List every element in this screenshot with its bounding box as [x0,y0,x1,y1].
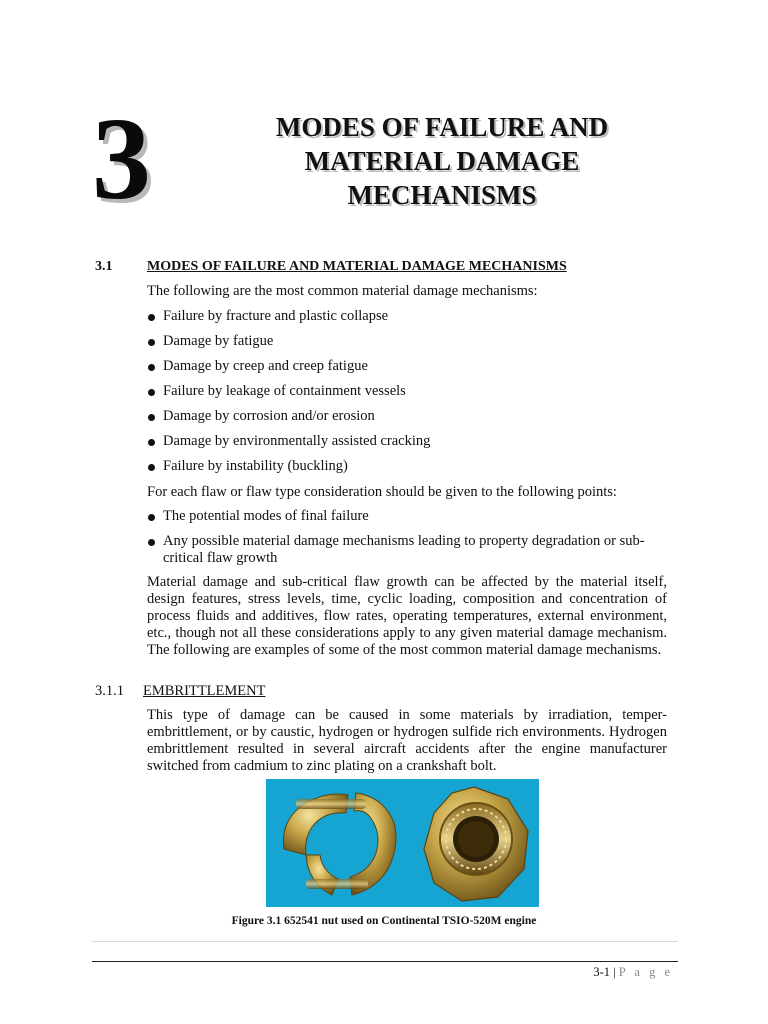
footer-rule [92,961,678,962]
list-item [147,333,667,350]
list-item [147,508,667,525]
footer-separator: | [610,965,619,979]
bullet-icon [148,414,155,421]
list-item [147,433,667,450]
chapter-title-line: MECHANISMS [347,180,537,210]
figure-image [266,779,539,907]
page-word: P a g e [618,965,673,979]
bullet-icon [148,439,155,446]
bullet-icon [148,464,155,471]
list-item-text: Any possible material damage mechanisms leading to property degradation or sub-critical flaw growth [163,533,645,566]
chapter-number: 3 [92,93,151,224]
cracked-nuts-illustration [266,779,539,907]
subsection-title: EMBRITTLEMENT [143,683,266,699]
chapter-title-line: MODES OF FAILURE AND [275,112,609,142]
section-paragraph: Material damage and sub-critical flaw growth can be affected by the material itself, design features, stress levels, time, cyclic loading, composition and concentration of process fluids and additives, flow rates, operating temperatures, external environment, etc., though not all these considerations apply to any given material damage mechanism. The following are examples of some of the most common material damage mechanisms. [147,574,667,658]
chapter-title [232,110,652,212]
section-number: 3.1 [95,259,113,274]
list-item-text: Damage by creep and creep fatigue [163,358,368,374]
list-item [147,308,667,325]
bullet-icon [148,339,155,346]
page-number: 3-1 [593,965,611,979]
bullet-icon [148,514,155,521]
list-item-text: Damage by fatigue [163,333,274,349]
figure-caption: Figure 3.1 652541 nut used on Continental TSIO-520M engine [231,915,537,927]
section-title: MODES OF FAILURE AND MATERIAL DAMAGE MECHANISMS [147,259,567,274]
flaw-intro: For each flaw or flaw type consideration should be given to the following points: [147,484,617,500]
bullet-icon [148,314,155,321]
bullet-icon [148,364,155,371]
subsection-number: 3.1.1 [95,683,124,699]
list-item-text: The potential modes of final failure [163,508,369,524]
mechanism-list [147,308,667,483]
bullet-icon [148,539,155,546]
list-item-text: Failure by fracture and plastic collapse [163,308,389,324]
separator-line [92,941,678,942]
subsection-paragraph: This type of damage can be caused in some materials by irradiation, temper-embrittlement, or by caustic, hydrogen or hydrogen sulfide rich environments. Hydrogen embrittlement resulted in several aircraft accidents after the engine manufacturer switched from cadmium to zinc plating on a crankshaft bolt. [147,707,667,774]
list-item [147,408,667,425]
list-item [147,358,667,375]
page-footer [593,965,673,980]
flaw-points-list [147,508,667,575]
section-intro: The following are the most common material damage mechanisms: [147,283,538,299]
bullet-icon [148,389,155,396]
list-item-text: Damage by corrosion and/or erosion [163,408,375,424]
list-item [147,383,667,400]
list-item [147,533,667,567]
list-item-text: Damage by environmentally assisted cracking [163,433,431,449]
list-item-text: Failure by instability (buckling) [163,458,348,474]
list-item [147,458,667,475]
chapter-title-line: MATERIAL DAMAGE [304,146,580,176]
list-item-text: Failure by leakage of containment vessels [163,383,406,399]
